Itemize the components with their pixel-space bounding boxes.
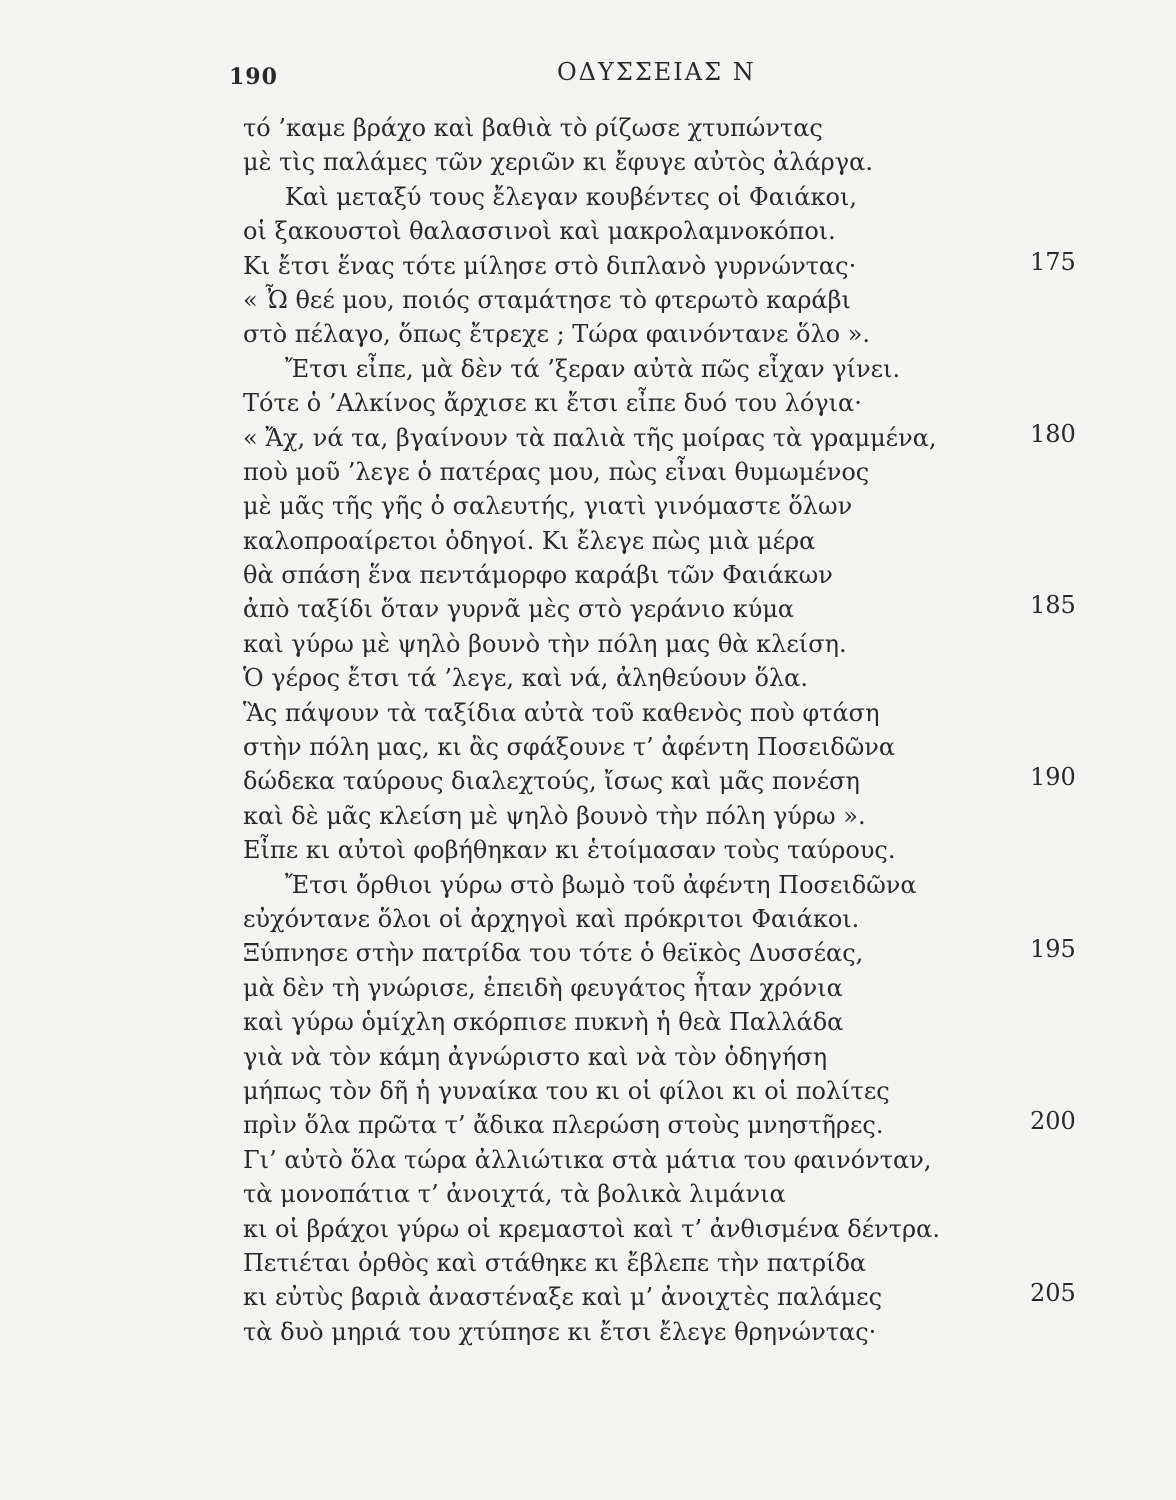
verse-line — [0, 833, 1176, 867]
line-number: 195 — [1030, 935, 1076, 964]
verse-line — [0, 971, 1176, 1005]
verse-line — [0, 592, 1176, 626]
verse-text: Ξύπνησε στὴν πατρίδα του τότε ὁ θεϊκὸς Δυσσέας, — [243, 939, 864, 968]
line-number: 175 — [1030, 247, 1076, 276]
verse-text: κι οἱ βράχοι γύρω οἱ κρεμαστοὶ καὶ τ’ ἀνθισμένα δέντρα. — [243, 1214, 940, 1243]
verse-text: οἱ ξακουστοὶ θαλασσινοὶ καὶ μακρολαμνοκόποι. — [243, 217, 836, 246]
verse-text: μήπως τὸν δῆ ἡ γυναίκα του κι οἱ φίλοι κι οἱ πολίτες — [243, 1076, 890, 1105]
verse-text: δώδεκα ταύρους διαλεχτούς, ἴσως καὶ μᾶς πονέση — [243, 767, 860, 796]
verse-line — [0, 489, 1176, 523]
verse-text: εὐχόντανε ὅλοι οἱ ἀρχηγοὶ καὶ πρόκριτοι Φαιάκοι. — [243, 904, 860, 933]
verse-line — [0, 524, 1176, 558]
verse-line — [0, 1212, 1176, 1246]
verse-line — [0, 799, 1176, 833]
verse-text: μὰ δὲν τὴ γνώρισε, ἐπειδὴ φευγάτος ἦταν χρόνια — [243, 973, 843, 1002]
verse-line — [0, 421, 1176, 455]
line-number: 190 — [1030, 763, 1076, 792]
verse-text: μὲ τὶς παλάμες τῶν χεριῶν κι ἔφυγε αὐτὸς ἀλάργα. — [243, 148, 873, 177]
verse-text: καὶ δὲ μᾶς κλείση μὲ ψηλὸ βουνὸ τὴν πόλη γύρω ». — [243, 801, 866, 830]
verse-text: Εἶπε κι αὐτοὶ φοβήθηκαν κι ἑτοίμασαν τοὺς ταύρους. — [243, 836, 896, 865]
verse-line — [0, 730, 1176, 764]
verse-text: τὰ δυὸ μηριά του χτύπησε κι ἔτσι ἔλεγε θρηνώντας· — [243, 1317, 877, 1346]
verse-text: Καὶ μεταξύ τους ἔλεγαν κουβέντες οἱ Φαιάκοι, — [285, 182, 858, 211]
line-number: 205 — [1030, 1279, 1076, 1308]
verse-line — [0, 764, 1176, 798]
verse-text: Ἔτσι ὄρθιοι γύρω στὸ βωμὸ τοῦ ἀφέντη Ποσειδῶνα — [285, 870, 917, 899]
verse-line — [0, 868, 1176, 902]
verse-text: Γι’ αὐτὸ ὅλα τώρα ἀλλιώτικα στὰ μάτια του φαινόνταν, — [243, 1145, 932, 1174]
verse-text: καὶ γύρω ὁμίχλη σκόρπισε πυκνὴ ἡ θεὰ Παλλάδα — [243, 1008, 844, 1037]
verse-line — [0, 902, 1176, 936]
verse-text: πρὶν ὅλα πρῶτα τ’ ἄδικα πλερώση στοὺς μνηστῆρες. — [243, 1111, 884, 1140]
verse-line — [0, 1143, 1176, 1177]
verse-text: στὸ πέλαγο, ὅπως ἔτρεχε ; Τώρα φαινόντανε ὅλο ». — [243, 320, 871, 349]
poem-text — [0, 111, 1176, 1349]
verse-text: στὴν πόλη μας, κι ἂς σφάξουνε τ’ ἀφέντη Ποσειδῶνα — [243, 733, 896, 762]
verse-line — [0, 1315, 1176, 1349]
verse-text: καὶ γύρω μὲ ψηλὸ βουνὸ τὴν πόλη μας θὰ κλείση. — [243, 629, 847, 658]
verse-line — [0, 1280, 1176, 1314]
verse-line — [0, 1005, 1176, 1039]
verse-line — [0, 627, 1176, 661]
verse-text: καλοπροαίρετοι ὁδηγοί. Κι ἔλεγε πὼς μιὰ μέρα — [243, 526, 816, 555]
verse-line — [0, 1177, 1176, 1211]
verse-line — [0, 352, 1176, 386]
verse-text: « Ἄχ, νά τα, βγαίνουν τὰ παλιὰ τῆς μοίρας τὰ γραμμένα, — [243, 423, 937, 452]
verse-line — [0, 936, 1176, 970]
verse-line — [0, 386, 1176, 420]
verse-line — [0, 214, 1176, 248]
book-title: ΟΔΥΣΣΕΙΑΣ Ν — [557, 58, 756, 86]
verse-line — [0, 180, 1176, 214]
verse-line — [0, 696, 1176, 730]
line-number: 185 — [1030, 591, 1076, 620]
verse-line — [0, 558, 1176, 592]
verse-line — [0, 1074, 1176, 1108]
verse-line — [0, 661, 1176, 695]
verse-text: τό ’καμε βράχο καὶ βαθιὰ τὸ ρίζωσε χτυπώντας — [243, 114, 823, 142]
verse-text: Ὁ γέρος ἔτσι τά ’λεγε, καὶ νά, ἀληθεύουν ὅλα. — [243, 664, 808, 693]
verse-text: κι εὐτὺς βαριὰ ἀναστέναξε καὶ μ’ ἀνοιχτὲς παλάμες — [243, 1283, 883, 1312]
verse-text: ποὺ μοῦ ’λεγε ὁ πατέρας μου, πὼς εἶναι θυμωμένος — [243, 457, 870, 486]
verse-line — [0, 145, 1176, 179]
line-number: 200 — [1030, 1107, 1076, 1136]
verse-text: Τότε ὁ ’Αλκίνος ἄρχισε κι ἔτσι εἶπε δυό του λόγια· — [243, 389, 862, 418]
line-number: 180 — [1030, 419, 1076, 448]
verse-line — [0, 1246, 1176, 1280]
verse-line — [0, 1108, 1176, 1142]
verse-line — [0, 1040, 1176, 1074]
verse-text: θὰ σπάση ἕνα πεντάμορφο καράβι τῶν Φαιάκων — [243, 561, 833, 590]
verse-text: Κι ἔτσι ἕνας τότε μίλησε στὸ διπλανὸ γυρνώντας· — [243, 251, 857, 280]
verse-line — [0, 455, 1176, 489]
verse-text: γιὰ νὰ τὸν κάμη ἀγνώριστο καὶ νὰ τὸν ὁδηγήση — [243, 1042, 828, 1071]
page-number: 190 — [229, 64, 278, 90]
verse-line — [0, 249, 1176, 283]
running-head — [0, 52, 1176, 92]
verse-text: μὲ μᾶς τῆς γῆς ὁ σαλευτής, γιατὶ γινόμαστε ὅλων — [243, 492, 853, 521]
verse-line — [0, 283, 1176, 317]
verse-text: ἀπὸ ταξίδι ὅταν γυρνᾶ μὲς στὸ γεράνιο κύμα — [243, 595, 795, 624]
verse-text: Πετιέται ὀρθὸς καὶ στάθηκε κι ἔβλεπε τὴν πατρίδα — [243, 1248, 867, 1277]
verse-line — [0, 111, 1176, 145]
verse-text: τὰ μονοπάτια τ’ ἀνοιχτά, τὰ βολικὰ λιμάνια — [243, 1180, 786, 1209]
verse-text: Ἔτσι εἶπε, μὰ δὲν τά ’ξεραν αὐτὰ πῶς εἶχαν γίνει. — [285, 354, 901, 383]
verse-text: Ἃς πάψουν τὰ ταξίδια αὐτὰ τοῦ καθενὸς ποὺ φτάση — [243, 698, 880, 727]
verse-line — [0, 317, 1176, 351]
verse-text: « Ὦ θεέ μου, ποιός σταμάτησε τὸ φτερωτὸ καράβι — [243, 285, 851, 314]
